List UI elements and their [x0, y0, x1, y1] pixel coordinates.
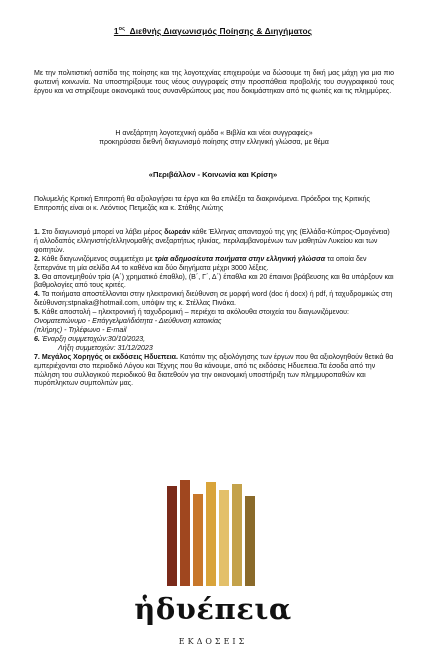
rule-2-text-b: τα οποία δεν ξεπερνάνε τη μία σελίδα Α4 το καθένα και δύο διηγήματα μέχρι 3000 λέξεις. [34, 255, 367, 272]
rule-7 [34, 354, 394, 390]
book-spine [232, 484, 242, 586]
rule-5-number: 5. [34, 309, 40, 317]
rules-list [34, 229, 394, 389]
contest-theme: «Περιβάλλον - Κοινωνία και Κρίση» [148, 170, 278, 179]
document-title [0, 26, 426, 36]
organizer-line-2: προκηρύσσει διεθνή διαγωνισμό ποίησης στην ελληνική γλώσσα, με θέμα [99, 138, 329, 146]
rule-6-start: Έναρξη συμμετοχών:30/10/2023, [39, 335, 146, 343]
rule-1-text-b: κάθε Έλληνας απανταχού της γης (Ελλάδα-Κύπρος-Ομογένεια) ή αλλοδαπός ελληνιστής/ελληνομαθής ανεξαρτήτως ηλικίας, περιλαμβανομένων των μαθητών Λυκείου και των φοιτητών. [34, 229, 390, 254]
rule-6-number: 6. [34, 335, 40, 343]
rule-1 [34, 229, 394, 256]
rule-5 [34, 309, 394, 318]
publisher-subtitle: ΕΚΔΟΣΕΙΣ [178, 637, 248, 646]
rule-7-text: Κατόπιν της αξιολόγησης των έργων που θα αξιολογηθούν θετικά θα εμπεριέχονται στο περιοδικό Λόγου και Τέχνης που θα κάνουμε, από τις εκδόσεις Ηδυεπεια.Τα έσοδα από την πώληση του συλλογικού περιοδικού θα διατεθούν για την οικονομική υποστήριξη των πλημμυροπαθών και πυρόπληκτων συμπολιτών μας. [34, 353, 394, 388]
book-spine [219, 490, 229, 586]
rule-5-fields-1: Ονοματεπώνυμο - Επάγγελμα/ιδιότητα - Διεύθυνση κατοικίας [34, 318, 222, 326]
rule-3 [34, 274, 394, 292]
book-spine [206, 482, 216, 586]
rule-4-number: 4. [34, 291, 40, 299]
rule-4-text: Τα ποιήματα αποστέλλονται στην ηλεκτρονική διεύθυνση σε μορφή word (doc ή docx) ή pdf, ή ταχυδρομικώς στη διεύθυνση:stpnaka@hotmail.com, υπόψιν της κ. Στέλλας Πινάκα. [34, 291, 393, 308]
rule-2-text-a: Κάθε διαγωνιζόμενος συμμετέχει με [39, 255, 155, 263]
rule-2 [34, 256, 394, 274]
rule-1-bold: δωρεάν [164, 229, 191, 236]
rule-6-end: Λήξη συμμετοχών: 31/12/2023 [58, 344, 153, 352]
rule-3-text: Θα απονεμηθούν τρία (Α΄) χρηματικό έπαθλο), (Β΄, Γ΄, Δ΄) έπαθλα και 20 έπαινοι βράβευσης και θα υπάρξουν και βαθμολογίες από τους κριτές. [34, 273, 394, 290]
rule-1-number: 1. [34, 229, 40, 236]
rule-2-number: 2. [34, 255, 40, 263]
book-spine [245, 496, 255, 586]
rule-5-fields-2: (πλήρης) - Τηλέφωνο - E-mail [34, 326, 127, 334]
book-spine [193, 494, 203, 586]
organizer-paragraph [34, 130, 394, 148]
books-logo-icon [166, 478, 260, 586]
rule-6 [34, 336, 394, 345]
committee-paragraph: Πολυμελής Κριτική Επιτροπή θα αξιολογήσει τα έργα και θα επιλέξει τα διακρινόμενα. Πρόεδροι της Κριτικής Επιτροπής είναι οι κ. Λεόντιος Πετμεζάς και κ. Στάθης Λιώτης [34, 196, 370, 212]
rule-2-bold: τρία αδημοσίευτα ποιήματα στην ελληνική γλώσσα [154, 255, 326, 263]
rule-7-number: 7. [34, 353, 40, 361]
title-ordinal-suffix: ος [118, 26, 126, 33]
rule-3-number: 3. [34, 273, 40, 281]
rule-7-bold: Μεγάλος Χορηγός οι εκδόσεις Ηδυεπεια. [39, 353, 178, 361]
rule-1-text-a: Στο διαγωνισμό μπορεί να λάβει μέρος [39, 229, 165, 236]
publisher-brand: ἡδυέπεια [134, 592, 292, 626]
title-ordinal: 1 [113, 26, 119, 36]
rule-4 [34, 291, 394, 309]
organizer-line-1: Η ανεξάρτητη λογοτεχνική ομάδα « Βιβλία και νέοι συγγραφείς» [115, 130, 313, 137]
book-spine [167, 486, 177, 586]
rule-5-text: Κάθε αποστολή – ηλεκτρονική ή ταχυδρομική – περιέχει τα ακόλουθα στοιχεία του διαγωνιζόμενου: [39, 309, 349, 317]
intro-paragraph: Με την πολιτιστική ασπίδα της ποίησης και της λογοτεχνίας επιχειρούμε να δώσουμε τη δική μας μάχη για μια πιο φωτεινή κοινωνία. Να υποστηρίξουμε τους νέους συγγραφείς στην προσπάθεια προβολής του συγγραφικού τους έργου και να στηρίξουμε οικονομικά τους συνανθρώπους μας που δοκιμάστηκαν από τις φωτιές και τις πλημμύρες. [34, 70, 394, 95]
book-spine [180, 480, 190, 586]
title-text: Διεθνής Διαγωνισμός Ποίησης & Διηγήματος [129, 26, 313, 36]
